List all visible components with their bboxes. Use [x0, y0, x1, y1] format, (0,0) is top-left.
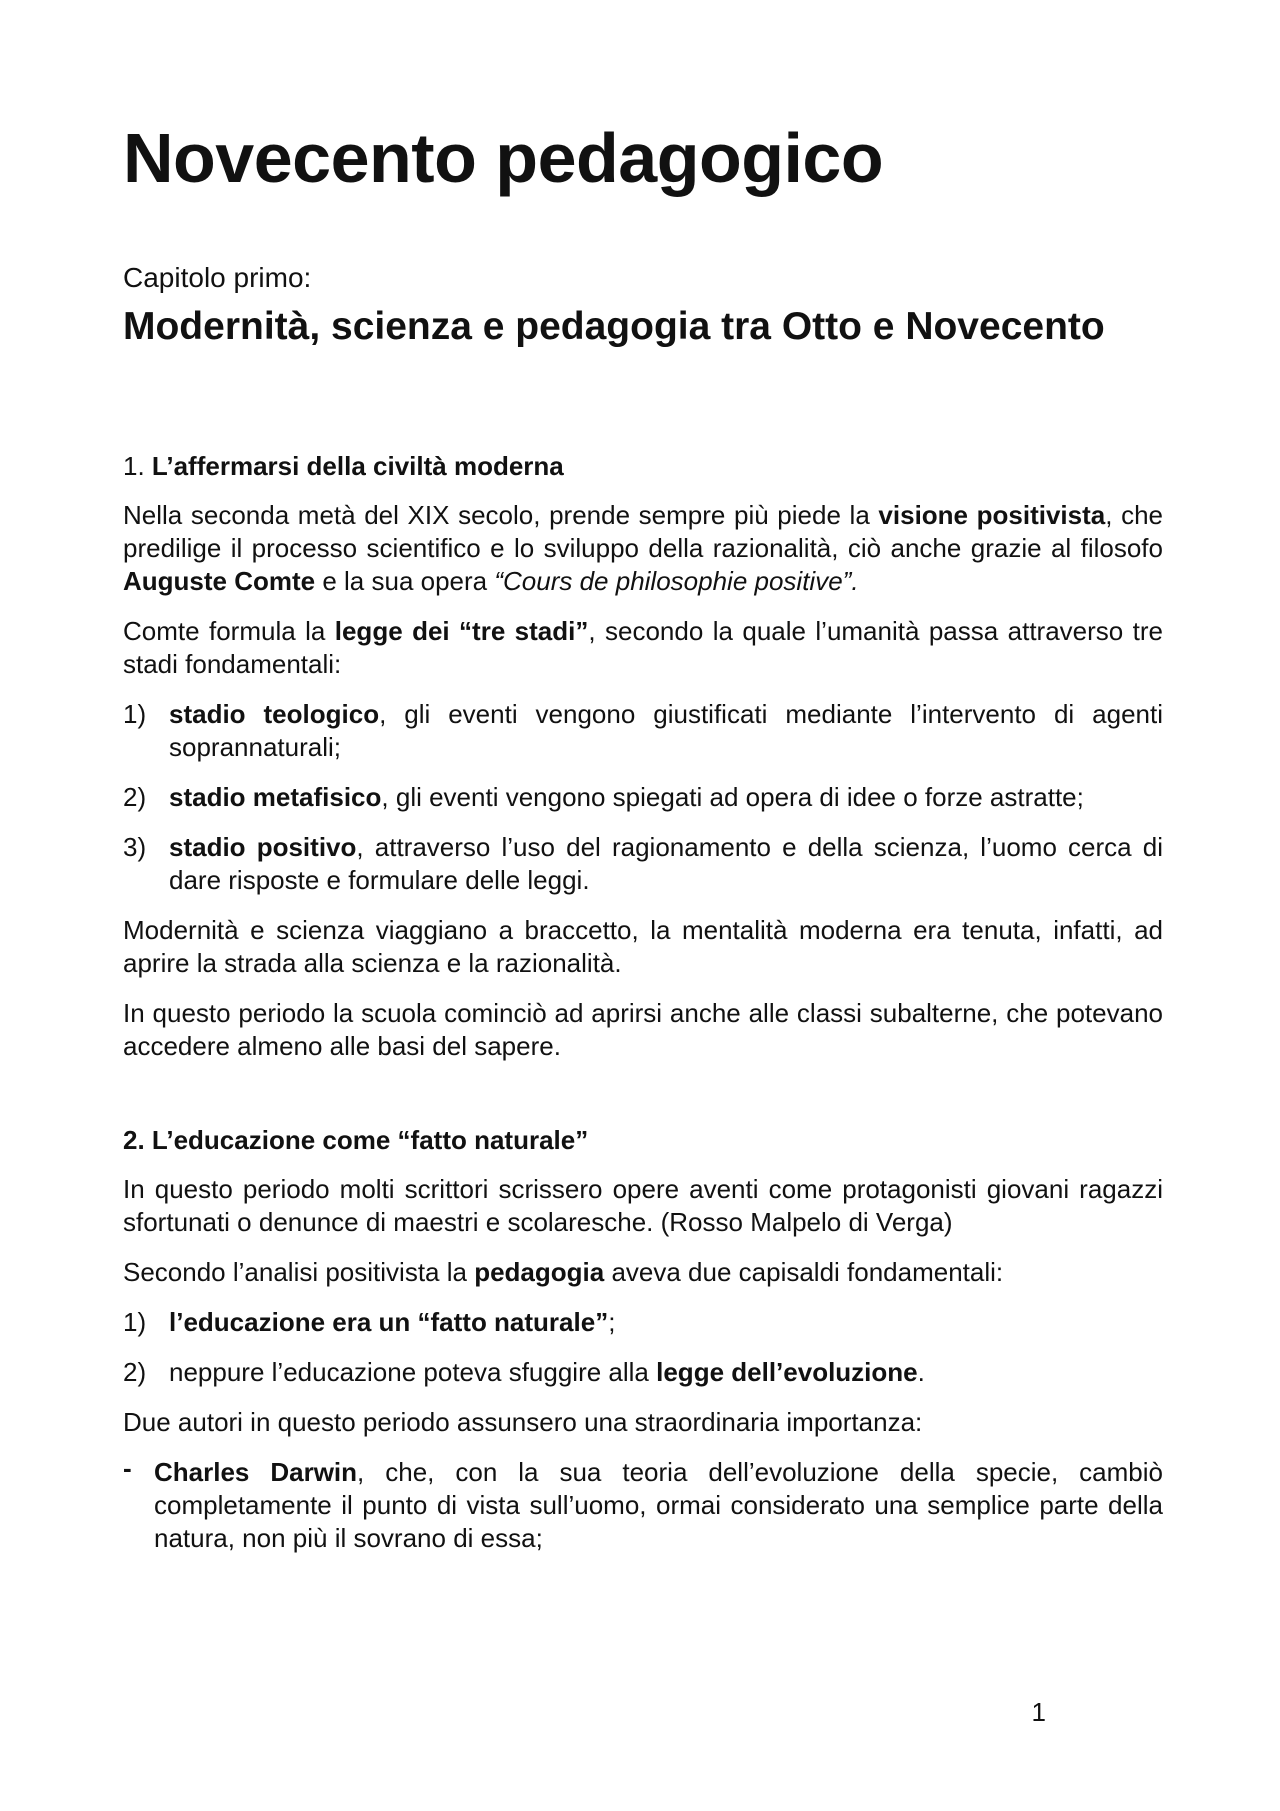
- list-item: [123, 1356, 1163, 1389]
- text-run: , secondo la quale l’umanità passa attraverso tre stadi fondamentali:: [123, 616, 1163, 679]
- page-number: 1: [1031, 1697, 1046, 1727]
- list-marker: 1): [123, 1307, 147, 1337]
- point-text: .: [917, 1357, 925, 1387]
- work-title: “Cours de philosophie positive”.: [494, 566, 859, 596]
- section-2-heading: [123, 1124, 1163, 1157]
- text-run: e la sua opera: [315, 566, 495, 596]
- chapter-label: Capitolo primo:: [123, 262, 312, 293]
- section-1-number: 1.: [123, 451, 145, 481]
- stages-list: [123, 698, 1163, 897]
- author-name: Charles Darwin: [154, 1457, 358, 1487]
- section-2-title: 2. L’educazione come “fatto naturale”: [123, 1125, 589, 1155]
- section-1-paragraph-4: In questo periodo la scuola cominciò ad aprirsi anche alle classi subalterne, che potevano accedere almeno alle basi del sapere.: [123, 998, 1163, 1061]
- text-run: Nella seconda metà del XIX secolo, prende sempre più piede la: [123, 500, 879, 530]
- authors-list: [123, 1453, 1163, 1555]
- points-list: [123, 1306, 1163, 1389]
- term-pedagogia: pedagogia: [474, 1257, 605, 1287]
- list-dash: -: [123, 1453, 132, 1483]
- text-run: , che predilige il processo scientifico e lo sviluppo della razionalità, ciò anche grazie al filosofo: [123, 500, 1164, 563]
- list-marker: 2): [123, 782, 147, 812]
- section-1-paragraph-1: [123, 499, 1163, 598]
- stage-term: stadio positivo: [169, 832, 357, 862]
- body-text: [123, 450, 1163, 1555]
- list-item: [123, 831, 1163, 897]
- text-run: Secondo l’analisi positivista la: [123, 1257, 475, 1287]
- author-text: , che, con la sua teoria dell’evoluzione della specie, cambiò completamente il punto di vista sull’uomo, ormai considerato una semplice parte della natura, non più il sovrano di essa;: [154, 1457, 1163, 1553]
- section-1-paragraph-2: [123, 615, 1163, 681]
- point-term: l’educazione era un “fatto naturale”: [169, 1307, 609, 1337]
- point-text: neppure l’educazione poteva sfuggire alla: [169, 1357, 657, 1387]
- point-text: ;: [608, 1307, 616, 1337]
- list-marker: 3): [123, 832, 147, 862]
- list-item: [123, 1306, 1163, 1339]
- list-item: [123, 1453, 1163, 1555]
- stage-text: , gli eventi vengono giustificati mediante l’intervento di agenti soprannaturali;: [169, 699, 1164, 762]
- term-visione-positivista: visione positivista: [878, 500, 1106, 530]
- stage-text: , attraverso l’uso del ragionamento e della scienza, l’uomo cerca di dare risposte e formulare delle leggi.: [169, 832, 1164, 895]
- list-marker: 2): [123, 1357, 147, 1387]
- section-2-paragraph-1: In questo periodo molti scrittori scrissero opere aventi come protagonisti giovani ragazzi sfortunati o denunce di maestri e scolaresche. (Rosso Malpelo di Verga): [123, 1174, 1163, 1237]
- list-marker: 1): [123, 699, 147, 729]
- section-1-title: L’affermarsi della civiltà moderna: [151, 451, 564, 481]
- list-item: [123, 781, 1163, 814]
- document-title: Novecento pedagogico: [123, 119, 884, 197]
- stage-text: , gli eventi vengono spiegati ad opera di idee o forze astratte;: [381, 782, 1084, 812]
- section-1-paragraph-3: Modernità e scienza viaggiano a braccetto, la mentalità moderna era tenuta, infatti, ad aprire la strada alla scienza e la razionalità.: [123, 915, 1163, 978]
- text-run: Comte formula la: [123, 616, 335, 646]
- list-item: [123, 698, 1163, 764]
- stage-term: stadio metafisico: [169, 782, 382, 812]
- text-run: aveva due capisaldi fondamentali:: [604, 1257, 1004, 1287]
- point-term: legge dell’evoluzione: [656, 1357, 918, 1387]
- section-2-paragraph-3: Due autori in questo periodo assunsero una straordinaria importanza:: [123, 1407, 923, 1437]
- section-1-heading: [123, 450, 1163, 483]
- term-legge-tre-stadi: legge dei “tre stadi”: [334, 616, 589, 646]
- section-spacer: [123, 1080, 1163, 1124]
- stage-term: stadio teologico: [169, 699, 380, 729]
- section-2-paragraph-2: [123, 1256, 1163, 1289]
- chapter-title: Modernità, scienza e pedagogia tra Otto e Novecento: [123, 305, 1105, 348]
- name-auguste-comte: Auguste Comte: [123, 566, 316, 596]
